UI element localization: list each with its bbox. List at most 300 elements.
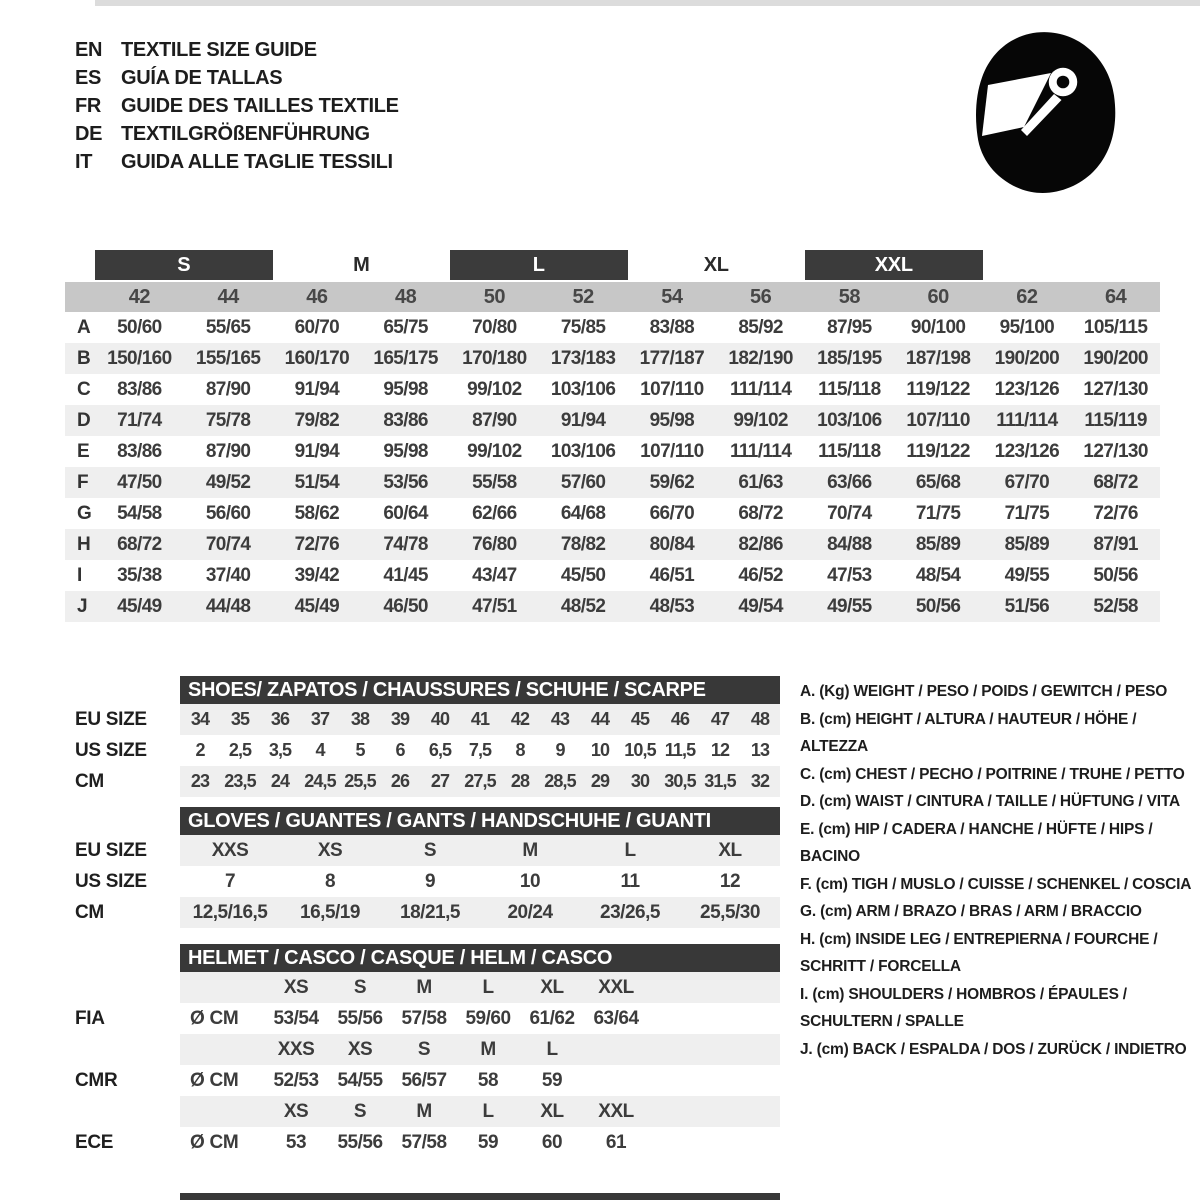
measurement-cell: 66/70 bbox=[649, 502, 695, 524]
measurement-cell: 150/160 bbox=[107, 347, 172, 369]
helmet-table bbox=[75, 944, 780, 1158]
table-cell: 60 bbox=[541, 1131, 563, 1153]
language-item bbox=[75, 92, 399, 120]
language-title: GUIDE DES TAILLES TEXTILE bbox=[121, 94, 399, 117]
table-cell: 18/21,5 bbox=[400, 901, 460, 923]
unit-cell: Ø CM bbox=[190, 1007, 239, 1029]
legend-item: H. (cm) INSIDE LEG / ENTREPIERNA / FOURCHE / SCHRITT / FORCELLA bbox=[800, 930, 1158, 975]
measurement-cell: 55/65 bbox=[205, 316, 251, 338]
helmet-value-stripe bbox=[180, 1003, 780, 1034]
language-item bbox=[75, 148, 399, 176]
table-cell: 13 bbox=[750, 740, 770, 760]
legend-item: G. (cm) ARM / BRAZO / BRAS / ARM / BRACCIO bbox=[800, 903, 1142, 920]
measurement-cell: 51/54 bbox=[294, 471, 340, 493]
shoes-stripe bbox=[180, 704, 780, 735]
legend-item: B. (cm) HEIGHT / ALTURA / HAUTEUR / HÖHE / ALTEZZA bbox=[800, 710, 1137, 755]
textile-row-h bbox=[65, 529, 1160, 560]
textile-row-e bbox=[65, 436, 1160, 467]
shoes-row bbox=[75, 735, 780, 766]
gloves-row bbox=[75, 835, 780, 866]
helmet-size-cell: M bbox=[480, 1038, 496, 1060]
row-label: B bbox=[77, 347, 91, 369]
bottom-cropped-bar bbox=[180, 1193, 780, 1200]
size-header-cell: 50 bbox=[483, 285, 505, 308]
measurement-cell: 59/62 bbox=[649, 471, 695, 493]
size-group-header-row bbox=[65, 250, 1160, 280]
measurement-cell: 44/48 bbox=[205, 595, 251, 617]
measurement-cell: 87/90 bbox=[205, 378, 251, 400]
row-label: US SIZE bbox=[75, 870, 147, 892]
measurement-cell: 187/198 bbox=[905, 347, 971, 369]
table-cell: 27,5 bbox=[464, 771, 496, 791]
textile-row-d bbox=[65, 405, 1160, 436]
size-header-cell: 44 bbox=[217, 285, 239, 308]
shoes-rows bbox=[75, 704, 780, 797]
size-group-xxl: XXL bbox=[805, 250, 983, 280]
lower-tables bbox=[75, 676, 780, 1158]
table-cell: 58 bbox=[477, 1069, 499, 1091]
measurement-cell: 43/47 bbox=[472, 564, 517, 586]
measurement-cell: 95/98 bbox=[649, 409, 695, 431]
table-cell: 12 bbox=[719, 870, 741, 892]
size-header-cell: 54 bbox=[661, 285, 683, 308]
table-cell: 6,5 bbox=[428, 740, 452, 760]
measurement-cell: 50/60 bbox=[117, 316, 162, 338]
measurement-cell: 185/195 bbox=[817, 347, 882, 369]
table-cell: 53 bbox=[285, 1131, 307, 1153]
measurement-cell: 70/74 bbox=[205, 533, 251, 555]
helmet-size-cell: XS bbox=[283, 1100, 309, 1122]
measurement-cell: 87/95 bbox=[827, 316, 872, 338]
measurement-cell: 123/126 bbox=[994, 378, 1060, 400]
legend-item: I. (cm) SHOULDERS / HOMBROS / ÉPAULES / SCHULTERN / SPALLE bbox=[800, 985, 1127, 1030]
measurement-cell: 75/85 bbox=[560, 316, 606, 338]
measurement-cell: 51/56 bbox=[1004, 595, 1050, 617]
table-cell: 23 bbox=[190, 771, 210, 791]
helmet-size-cell: L bbox=[482, 976, 494, 998]
table-cell: 61 bbox=[605, 1131, 627, 1153]
table-cell: 36 bbox=[270, 709, 290, 729]
measurement-cell: 90/100 bbox=[910, 316, 966, 338]
helmet-size-cell: XS bbox=[347, 1038, 373, 1060]
measurement-cell: 99/102 bbox=[467, 440, 522, 462]
table-cell: 57/58 bbox=[401, 1131, 447, 1153]
unit-cell: Ø CM bbox=[190, 1069, 239, 1091]
measurement-cell: 80/84 bbox=[649, 533, 695, 555]
measurement-cell: 165/175 bbox=[373, 347, 438, 369]
row-label: D bbox=[77, 409, 91, 431]
measurement-cell: 62/66 bbox=[472, 502, 517, 524]
table-cell: 35 bbox=[230, 709, 250, 729]
measurement-cell: 173/183 bbox=[550, 347, 616, 369]
table-cell: 10 bbox=[590, 740, 610, 760]
table-cell: 12 bbox=[710, 740, 730, 760]
language-code: EN bbox=[75, 38, 103, 61]
measurement-cell: 35/38 bbox=[117, 564, 162, 586]
measurement-cell: 85/89 bbox=[915, 533, 961, 555]
size-header-cell: 46 bbox=[306, 285, 328, 308]
textile-row-f bbox=[65, 467, 1160, 498]
measurement-cell: 83/86 bbox=[117, 440, 162, 462]
table-cell: 12,5/16,5 bbox=[192, 901, 268, 923]
measurement-cell: 79/82 bbox=[294, 409, 340, 431]
measurement-cell: 160/170 bbox=[284, 347, 350, 369]
measurement-cell: 65/75 bbox=[383, 316, 428, 338]
legend-item: D. (cm) WAIST / CINTURA / TAILLE / HÜFTUNG / VITA bbox=[800, 793, 1180, 810]
helmet-size-cell: S bbox=[353, 1100, 367, 1122]
measurement-cell: 95/98 bbox=[383, 440, 428, 462]
row-label: CM bbox=[75, 770, 104, 792]
row-label: F bbox=[77, 471, 89, 493]
table-cell: 27 bbox=[430, 771, 450, 791]
size-group-l: L bbox=[450, 250, 628, 280]
measurement-cell: 177/187 bbox=[639, 347, 705, 369]
gloves-stripe bbox=[180, 897, 780, 928]
table-cell: 28 bbox=[510, 771, 530, 791]
helmet-size-cell: XXS bbox=[277, 1038, 315, 1060]
measurement-cell: 91/94 bbox=[560, 409, 606, 431]
table-cell: 28,5 bbox=[544, 771, 576, 791]
measurement-cell: 111/114 bbox=[729, 378, 792, 400]
measurement-cell: 75/78 bbox=[205, 409, 251, 431]
helmet-value-stripe bbox=[180, 1127, 780, 1158]
measurement-cell: 82/86 bbox=[738, 533, 783, 555]
table-cell: 53/54 bbox=[273, 1007, 319, 1029]
measurement-cell: 190/200 bbox=[1083, 347, 1148, 369]
language-item bbox=[75, 64, 399, 92]
measurement-cell: 53/56 bbox=[383, 471, 428, 493]
table-cell: M bbox=[522, 839, 538, 861]
textile-row-b bbox=[65, 343, 1160, 374]
measurement-cell: 48/53 bbox=[649, 595, 695, 617]
size-header-cell: 64 bbox=[1105, 285, 1127, 308]
measurement-cell: 71/74 bbox=[117, 409, 162, 431]
table-cell: 39 bbox=[390, 709, 410, 729]
row-label: ECE bbox=[75, 1131, 114, 1153]
table-cell: 16,5/19 bbox=[300, 901, 360, 923]
measurement-cell: 74/78 bbox=[383, 533, 428, 555]
table-cell: 31,5 bbox=[704, 771, 736, 791]
table-cell: 41 bbox=[470, 709, 490, 729]
table-cell: 43 bbox=[550, 709, 570, 729]
measurement-cell: 49/54 bbox=[738, 595, 783, 617]
language-title: TEXTILGRÖßENFÜHRUNG bbox=[121, 122, 370, 145]
measurement-cell: 127/130 bbox=[1083, 378, 1148, 400]
table-cell: 30,5 bbox=[664, 771, 696, 791]
table-cell: 7,5 bbox=[468, 740, 492, 760]
measurement-cell: 99/102 bbox=[733, 409, 788, 431]
helmet-value-stripe bbox=[180, 1065, 780, 1096]
measurement-cell: 68/72 bbox=[1093, 471, 1138, 493]
row-label: A bbox=[77, 316, 91, 338]
size-header-cell: 52 bbox=[572, 285, 594, 308]
table-cell: 10 bbox=[519, 870, 541, 892]
measurement-legend bbox=[800, 678, 1200, 1063]
row-label: FIA bbox=[75, 1007, 105, 1029]
legend-item: F. (cm) TIGH / MUSLO / CUISSE / SCHENKEL / COSCIA bbox=[800, 875, 1192, 893]
language-title: TEXTILE SIZE GUIDE bbox=[121, 38, 317, 61]
measurement-cell: 155/165 bbox=[195, 347, 261, 369]
table-cell: 3,5 bbox=[268, 740, 292, 760]
table-cell: S bbox=[423, 839, 437, 861]
measurement-cell: 60/64 bbox=[383, 502, 428, 524]
row-label: E bbox=[77, 440, 90, 462]
gloves-row bbox=[75, 866, 780, 897]
measurement-cell: 48/54 bbox=[915, 564, 961, 586]
table-cell: 2,5 bbox=[228, 740, 252, 760]
size-header-cell: 60 bbox=[927, 285, 949, 308]
table-cell: 48 bbox=[750, 709, 770, 729]
measurement-cell: 71/75 bbox=[1004, 502, 1050, 524]
row-label: CMR bbox=[75, 1069, 118, 1091]
shoes-stripe bbox=[180, 735, 780, 766]
table-cell: 55/56 bbox=[337, 1131, 383, 1153]
table-cell: 9 bbox=[555, 740, 565, 760]
gloves-table bbox=[75, 807, 780, 928]
helmet-icon-svg bbox=[970, 26, 1120, 198]
shoes-table bbox=[75, 676, 780, 797]
textile-row-j bbox=[65, 591, 1160, 622]
table-cell: 30 bbox=[630, 771, 650, 791]
table-cell: 52/53 bbox=[273, 1069, 319, 1091]
measurement-cell: 123/126 bbox=[994, 440, 1060, 462]
row-label: CM bbox=[75, 901, 104, 923]
table-cell: 54/55 bbox=[337, 1069, 383, 1091]
measurement-cell: 68/72 bbox=[738, 502, 783, 524]
table-cell: 23/26,5 bbox=[600, 901, 660, 923]
gloves-rows bbox=[75, 835, 780, 928]
measurement-cell: 46/52 bbox=[738, 564, 783, 586]
table-cell: 23,5 bbox=[224, 771, 256, 791]
measurement-cell: 46/50 bbox=[383, 595, 428, 617]
gloves-row bbox=[75, 897, 780, 928]
table-cell: 45 bbox=[630, 709, 650, 729]
helmet-size-stripe bbox=[180, 1034, 780, 1065]
numeric-size-row bbox=[65, 282, 1160, 312]
textile-row-g bbox=[65, 498, 1160, 529]
language-code: ES bbox=[75, 66, 102, 89]
helmet-size-cell: S bbox=[417, 1038, 431, 1060]
measurement-cell: 85/92 bbox=[738, 316, 783, 338]
measurement-cell: 64/68 bbox=[560, 502, 606, 524]
measurement-cell: 115/118 bbox=[818, 378, 881, 400]
measurement-cell: 68/72 bbox=[117, 533, 162, 555]
measurement-cell: 87/91 bbox=[1093, 533, 1138, 555]
language-code: DE bbox=[75, 122, 103, 145]
table-cell: 25,5 bbox=[344, 771, 376, 791]
measurement-cell: 115/119 bbox=[1084, 409, 1147, 431]
measurement-cell: 170/180 bbox=[462, 347, 527, 369]
measurement-cell: 65/68 bbox=[915, 471, 961, 493]
table-cell: 59/60 bbox=[465, 1007, 511, 1029]
table-cell: 57/58 bbox=[401, 1007, 447, 1029]
table-cell: 11,5 bbox=[664, 740, 696, 760]
measurement-cell: 111/114 bbox=[996, 409, 1058, 431]
measurement-cell: 182/190 bbox=[728, 347, 793, 369]
legend-item: E. (cm) HIP / CADERA / HANCHE / HÜFTE / HIPS / BACINO bbox=[800, 820, 1153, 865]
measurement-cell: 56/60 bbox=[205, 502, 251, 524]
measurement-cell: 85/89 bbox=[1004, 533, 1050, 555]
measurement-cell: 70/80 bbox=[472, 316, 517, 338]
measurement-cell: 52/58 bbox=[1093, 595, 1138, 617]
helmet-size-row bbox=[75, 972, 780, 1003]
table-cell: 25,5/30 bbox=[700, 901, 760, 923]
table-cell: 26 bbox=[390, 771, 410, 791]
table-cell: XS bbox=[317, 839, 343, 861]
gloves-stripe bbox=[180, 835, 780, 866]
measurement-cell: 99/102 bbox=[467, 378, 522, 400]
table-cell: L bbox=[624, 839, 636, 861]
measurement-cell: 111/114 bbox=[729, 440, 792, 462]
measurement-cell: 190/200 bbox=[994, 347, 1060, 369]
helmet-size-cell: XXL bbox=[598, 976, 634, 998]
row-label: J bbox=[77, 595, 88, 617]
row-label: H bbox=[77, 533, 91, 555]
helmet-size-stripe bbox=[180, 972, 780, 1003]
table-cell: 7 bbox=[224, 870, 236, 892]
measurement-cell: 46/51 bbox=[649, 564, 695, 586]
shoes-row bbox=[75, 704, 780, 735]
racing-helmet-icon bbox=[970, 26, 1120, 198]
helmet-header-row bbox=[75, 944, 780, 972]
table-cell: 56/57 bbox=[401, 1069, 447, 1091]
measurement-cell: 95/100 bbox=[999, 316, 1055, 338]
textile-row-a bbox=[65, 312, 1160, 343]
measurement-cell: 91/94 bbox=[294, 440, 340, 462]
measurement-cell: 103/106 bbox=[550, 378, 616, 400]
table-cell: 24 bbox=[270, 771, 290, 791]
size-header-cell: 56 bbox=[750, 285, 772, 308]
table-cell: 4 bbox=[315, 740, 325, 760]
table-cell: XXS bbox=[211, 839, 249, 861]
table-cell: 6 bbox=[395, 740, 405, 760]
measurement-cell: 57/60 bbox=[560, 471, 606, 493]
legend-item: A. (Kg) WEIGHT / PESO / POIDS / GEWITCH / PESO bbox=[800, 683, 1168, 700]
measurement-cell: 119/122 bbox=[906, 378, 970, 400]
measurement-cell: 103/106 bbox=[550, 440, 616, 462]
table-cell: 40 bbox=[430, 709, 450, 729]
language-list bbox=[75, 36, 399, 176]
table-cell: 20/24 bbox=[507, 901, 553, 923]
measurement-cell: 67/70 bbox=[1004, 471, 1050, 493]
row-label: C bbox=[77, 378, 91, 400]
size-header-cell: 62 bbox=[1016, 285, 1038, 308]
row-label: EU SIZE bbox=[75, 839, 147, 861]
table-cell: 9 bbox=[424, 870, 436, 892]
helmet-size-cell: M bbox=[416, 1100, 432, 1122]
shoes-table-title: SHOES/ ZAPATOS / CHAUSSURES / SCHUHE / SCARPE bbox=[180, 676, 780, 704]
table-cell: 59 bbox=[541, 1069, 563, 1091]
measurement-cell: 72/76 bbox=[294, 533, 340, 555]
measurement-cell: 105/115 bbox=[1083, 316, 1148, 338]
helmet-size-cell: XL bbox=[540, 1100, 564, 1122]
helmet-value-row bbox=[75, 1003, 780, 1034]
measurement-cell: 87/90 bbox=[472, 409, 517, 431]
table-cell: 61/62 bbox=[529, 1007, 575, 1029]
size-group-m: M bbox=[353, 253, 370, 276]
language-code: FR bbox=[75, 94, 102, 117]
table-cell: 47 bbox=[710, 709, 730, 729]
shoes-header-row bbox=[75, 676, 780, 704]
table-cell: 44 bbox=[590, 709, 610, 729]
measurement-cell: 91/94 bbox=[294, 378, 340, 400]
measurement-cell: 49/55 bbox=[1004, 564, 1050, 586]
measurement-cell: 45/50 bbox=[560, 564, 606, 586]
language-code: IT bbox=[75, 150, 93, 173]
measurement-cell: 83/86 bbox=[383, 409, 428, 431]
size-header-cell: 58 bbox=[838, 285, 860, 308]
gloves-header-row bbox=[75, 807, 780, 835]
table-cell: 24,5 bbox=[304, 771, 336, 791]
helmet-rows bbox=[75, 972, 780, 1158]
measurement-cell: 72/76 bbox=[1093, 502, 1138, 524]
size-header-cell: 42 bbox=[128, 285, 150, 308]
language-item bbox=[75, 36, 399, 64]
table-cell: 46 bbox=[670, 709, 690, 729]
legend-item: C. (cm) CHEST / PECHO / POITRINE / TRUHE / PETTO bbox=[800, 765, 1185, 783]
measurement-cell: 47/51 bbox=[472, 595, 517, 617]
table-cell: 38 bbox=[350, 709, 370, 729]
table-cell: 55/56 bbox=[337, 1007, 383, 1029]
table-cell: 37 bbox=[310, 709, 330, 729]
measurement-cell: 54/58 bbox=[117, 502, 162, 524]
measurement-cell: 119/122 bbox=[906, 440, 970, 462]
measurement-cell: 76/80 bbox=[472, 533, 517, 555]
measurement-cell: 45/49 bbox=[117, 595, 162, 617]
table-cell: 63/64 bbox=[593, 1007, 639, 1029]
measurement-cell: 127/130 bbox=[1083, 440, 1148, 462]
language-title: GUÍA DE TALLAS bbox=[121, 66, 283, 89]
measurement-cell: 50/56 bbox=[1093, 564, 1138, 586]
measurement-cell: 50/56 bbox=[915, 595, 961, 617]
helmet-table-title: HELMET / CASCO / CASQUE / HELM / CASCO bbox=[180, 944, 780, 972]
helmet-size-row bbox=[75, 1034, 780, 1065]
measurement-cell: 37/40 bbox=[205, 564, 251, 586]
measurement-cell: 48/52 bbox=[560, 595, 606, 617]
measurement-cell: 41/45 bbox=[383, 564, 428, 586]
measurement-cell: 83/86 bbox=[117, 378, 162, 400]
helmet-size-cell: M bbox=[416, 976, 432, 998]
language-item bbox=[75, 120, 399, 148]
shoes-row bbox=[75, 766, 780, 797]
textile-size-table bbox=[65, 250, 1160, 622]
measurement-cell: 95/98 bbox=[383, 378, 428, 400]
helmet-size-cell: L bbox=[546, 1038, 558, 1060]
textile-row-c bbox=[65, 374, 1160, 405]
measurement-cell: 107/110 bbox=[640, 378, 704, 400]
measurement-cell: 63/66 bbox=[827, 471, 872, 493]
measurement-cell: 55/58 bbox=[472, 471, 517, 493]
size-header-cell: 48 bbox=[395, 285, 417, 308]
measurement-cell: 78/82 bbox=[560, 533, 606, 555]
table-cell: 34 bbox=[190, 709, 210, 729]
helmet-value-row bbox=[75, 1065, 780, 1096]
measurement-cell: 107/110 bbox=[906, 409, 970, 431]
measurement-rows bbox=[65, 312, 1160, 622]
measurement-cell: 115/118 bbox=[818, 440, 881, 462]
gloves-table-title: GLOVES / GUANTES / GANTS / HANDSCHUHE / GUANTI bbox=[180, 807, 780, 835]
measurement-cell: 71/75 bbox=[915, 502, 961, 524]
table-cell: 10,5 bbox=[624, 740, 656, 760]
measurement-cell: 49/55 bbox=[827, 595, 872, 617]
size-group-s: S bbox=[95, 250, 273, 280]
gloves-stripe bbox=[180, 866, 780, 897]
row-label: EU SIZE bbox=[75, 708, 147, 730]
helmet-size-row bbox=[75, 1096, 780, 1127]
table-cell: 8 bbox=[324, 870, 336, 892]
measurement-cell: 107/110 bbox=[640, 440, 704, 462]
row-label: I bbox=[77, 564, 83, 586]
